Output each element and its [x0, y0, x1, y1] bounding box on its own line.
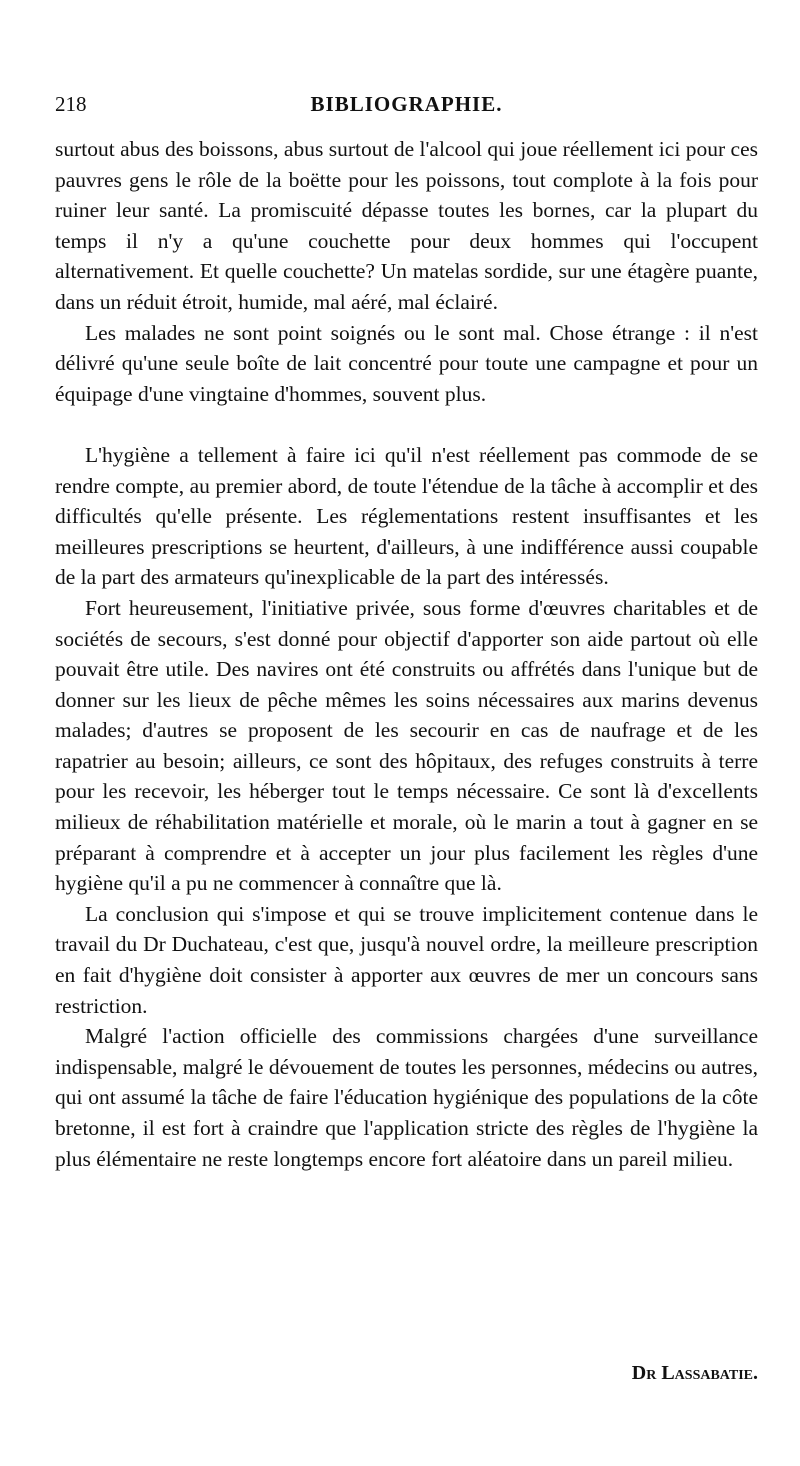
page-number: 218 [55, 92, 87, 116]
page-header [55, 92, 758, 122]
author-title: Dr [631, 1362, 657, 1384]
paragraph: L'hygiène a tellement à faire ici qu'il n'est réellement pas commode de se rendre compte, au premier abord, de toute l'étendue de la tâche à accomplir et des difficultés qu'elle présente. Les réglementations restent insuffisantes et les meilleures prescriptions se heurtent, d'ailleurs, à une indifférence aussi coupable de la part des armateurs qu'inexplicable de la part des intéressés. [55, 442, 758, 590]
author-signature [632, 1362, 758, 1385]
author-name: Lassabatie. [661, 1362, 758, 1384]
paragraph: Malgré l'action officielle des commissions chargées d'une surveillance indispensable, malgré le dévouement de toutes les personnes, médecins ou autres, qui ont assumé la tâche de faire l'éducation hygiénique des populations de la côte bretonne, il est fort à craindre que l'application stricte des règles de l'hygiène la plus élémentaire ne reste longtemps encore fort aléatoire dans un pareil milieu. [55, 1024, 758, 1171]
paragraph: surtout abus des boissons, abus surtout de l'alcool qui joue réellement ici pour ces pauvres gens le rôle de la boëtte pour les poissons, tout complote à la fois pour ruiner leur santé. La promiscuité dépasse toutes les bornes, car la plupart du temps il n'y a qu'une couchette pour deux hommes qui l'occupent alternativement. Et quelle couchette? Un matelas sordide, sur une étagère puante, dans un réduit étroit, humide, mal aéré, mal éclairé. [55, 137, 758, 314]
paragraph: Les malades ne sont point soignés ou le sont mal. Chose étrange : il n'est délivré qu'une seule boîte de lait concentré pour toute une campagne et pour un équipage d'une vingtaine d'hommes, souvent plus. [55, 320, 758, 406]
body-text [55, 134, 758, 1174]
paragraph: Fort heureusement, l'initiative privée, sous forme d'œuvres charitables et de sociétés de secours, s'est donné pour objectif d'apporter son aide partout où elle pouvait être utile. Des navires ont été construits ou affrétés dans l'unique but de donner sur les lieux de pêche mêmes les soins nécessaires aux marins devenus malades; d'autres se proposent de les secourir en cas de naufrage et de les rapatrier au besoin; ailleurs, ce sont des hôpitaux, des refuges construits à terre pour les recevoir, les héberger tout le temps nécessaire. Ce sont là d'excellents milieux de réhabilitation matérielle et morale, où le marin a tout à gagner en se préparant à comprendre et à accepter un jour plus facilement les règles d'une hygiène qu'il a pu ne commencer à connaître que là. [55, 595, 758, 896]
running-head: BIBLIOGRAPHIE. [310, 92, 503, 116]
document-page [55, 0, 758, 1466]
paragraph: La conclusion qui s'impose et qui se trouve implicitement contenue dans le travail du Dr Duchateau, c'est que, jusqu'à nouvel ordre, la meilleure prescription en fait d'hygiène doit consister à apporter aux œuvres de mer un concours sans restriction. [55, 901, 758, 1018]
